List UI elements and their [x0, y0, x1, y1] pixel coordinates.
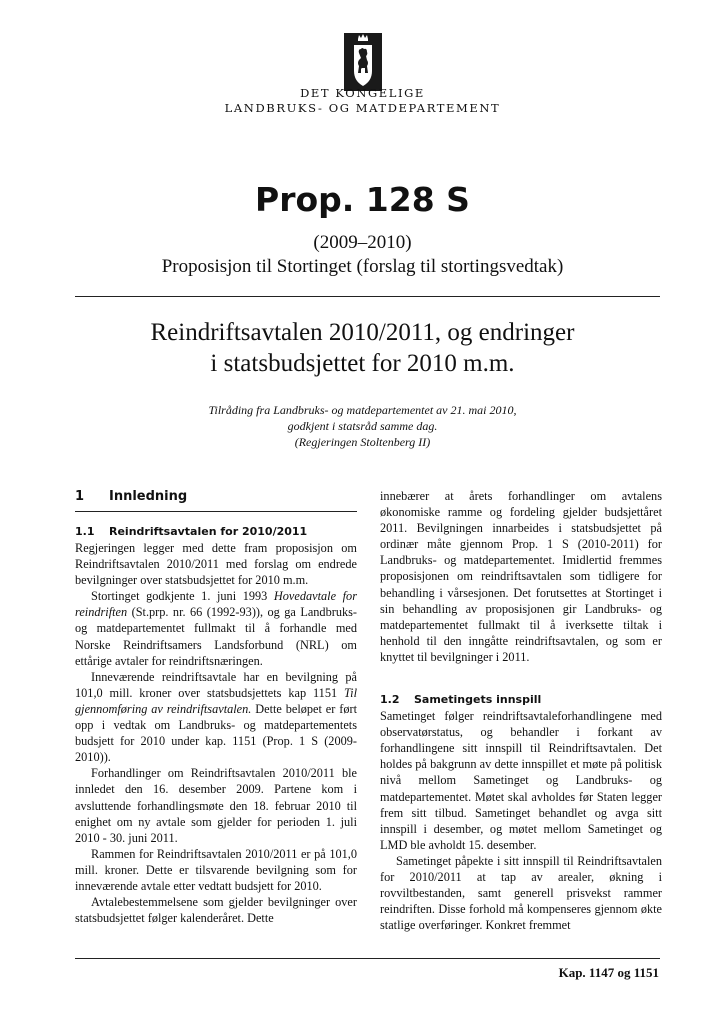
- paragraph: Forhandlinger om Reindriftsavtalen 2010/2011 ble innledet den 16. desember 2009. Partene kom i avsluttende forhandlingsmøte den 18. februar 2010 til enighet om ny avtale som gjelder for perioden 1. juli 2010 - 30. juni 2011.: [75, 766, 357, 845]
- paragraph: Stortinget godkjente 1. juni 1993 Hovedavtale for reindriften (St.prp. nr. 66 (1992-93)), og ga Landbruks- og matdepartementet fullmakt til å forhandle med Norske Reindriftsamers Landsforbund (NRL) om ettårige avtaler for reindriftsnæringen.: [75, 589, 357, 668]
- proposition-number: Prop. 128 S: [255, 180, 470, 219]
- section-title: Innledning: [109, 489, 188, 504]
- left-column: [75, 488, 357, 926]
- subsection-heading: [75, 524, 357, 540]
- chapter-reference: Kap. 1147 og 1151: [558, 965, 659, 980]
- document-title-line2: i statsbudsjettet for 2010 m.m.: [210, 350, 515, 377]
- subsection-heading: [380, 692, 662, 708]
- tilrading-line3: (Regjeringen Stoltenberg II): [294, 435, 431, 449]
- subsection-number: 1.1: [75, 525, 95, 538]
- right-column: [380, 488, 662, 933]
- section-number: 1: [75, 489, 85, 504]
- tilrading-line1: Tilråding fra Landbruks- og matdepartementet av 21. mai 2010,: [208, 403, 517, 417]
- paragraph: Avtalebestemmelsene som gjelder bevilgninger over statsbudsjettet følger kalenderåret. Dette: [75, 895, 357, 926]
- coat-of-arms-icon: [344, 33, 382, 91]
- tilrading-block: [0, 402, 725, 450]
- subsection-title: Reindriftsavtalen for 2010/2011: [109, 525, 308, 538]
- session-year: (2009–2010): [313, 232, 412, 253]
- paragraph: Sametinget påpekte i sitt innspill til Reindriftsavtalen for 2010/2011 at tap av arealer, økning i rovviltbestanden, samt generell prisvekst rammer reindriften. Disse forhold må kompenseres gjennom økte statlige overføringer. Konkret fremmet: [380, 853, 662, 933]
- title-divider: [75, 296, 660, 297]
- paragraph: Sametinget følger reindriftsavtaleforhandlingene med observatørstatus, og behandler i forkant av forhandlingene sitt innspill til Reindriftsavtalen. Det holdes på bakgrunn av dette innspillet et møte på politisk nivå mellom Sametinget og Landbruks- og matdepartementet. Møtet skal avholdes før Staten legger frem sitt tilbud. Sametinget behandlet og avga sitt innspill i desember, og møtet mellom Sametinget og LMD ble avholdt 15. desember.: [380, 709, 662, 852]
- section-heading: [75, 488, 357, 506]
- tilrading-line2: godkjent i statsråd samme dag.: [287, 419, 438, 433]
- department-name-line1: DET KONGELIGE: [300, 86, 425, 100]
- subsection-title: Sametingets innspill: [414, 693, 542, 707]
- paragraph: innebærer at årets forhandlinger om avtalens økonomiske ramme og fordeling gjelder budsjettåret 2011. Bevilgningen innarbeides i statsbudsjettet på ordinær måte gjennom Prop. 1 S (2010-2011) for Landbruks- og matdepartementet. Imidlertid fremmes proposisjonen om reindriftsavtalen som tidligere for behandling i vårsesjonen. Det forutsettes at Stortinget i sin behandling av proposisjonen gir Landbruks- og matdepartementet fullmakt til å iverksette tiltak i henhold til den inngåtte reindriftsavtalen, og som er knyttet til bevilgninger i 2011.: [380, 489, 662, 664]
- department-name-line2: LANDBRUKS- OG MATDEPARTEMENT: [224, 101, 501, 115]
- paragraph: Inneværende reindriftsavtale har en bevilgning på 101,0 mill. kroner over statsbudsjettets kap 1151 Til gjennomføring av reindriftsavtalen. Dette beløpet er ført opp i vedtak om Landbruks- og matdepartementets budsjett for 2010 under kap. 1151 (Prop. 1 S (2009-2010)).: [75, 669, 357, 765]
- document-title-line1: Reindriftsavtalen 2010/2011, og endringer: [150, 319, 575, 346]
- document-title: [0, 317, 725, 379]
- paragraph: Rammen for Reindriftsavtalen 2010/2011 er på 101,0 mill. kroner. Dette er tilsvarende bevilgning som for inneværende avtale etter vedtatt budsjett for 2010.: [75, 846, 357, 893]
- subsection-number: 1.2: [380, 693, 400, 707]
- paragraph: Regjeringen legger med dette fram proposisjon om Reindriftsavtalen 2010/2011 med forslag om endrede bevilgninger over statsbudsjettet for 2010 m.m.: [75, 541, 357, 588]
- footer-divider: [75, 958, 660, 959]
- proposition-subtitle: Proposisjon til Stortinget (forslag til stortingsvedtak): [161, 256, 564, 277]
